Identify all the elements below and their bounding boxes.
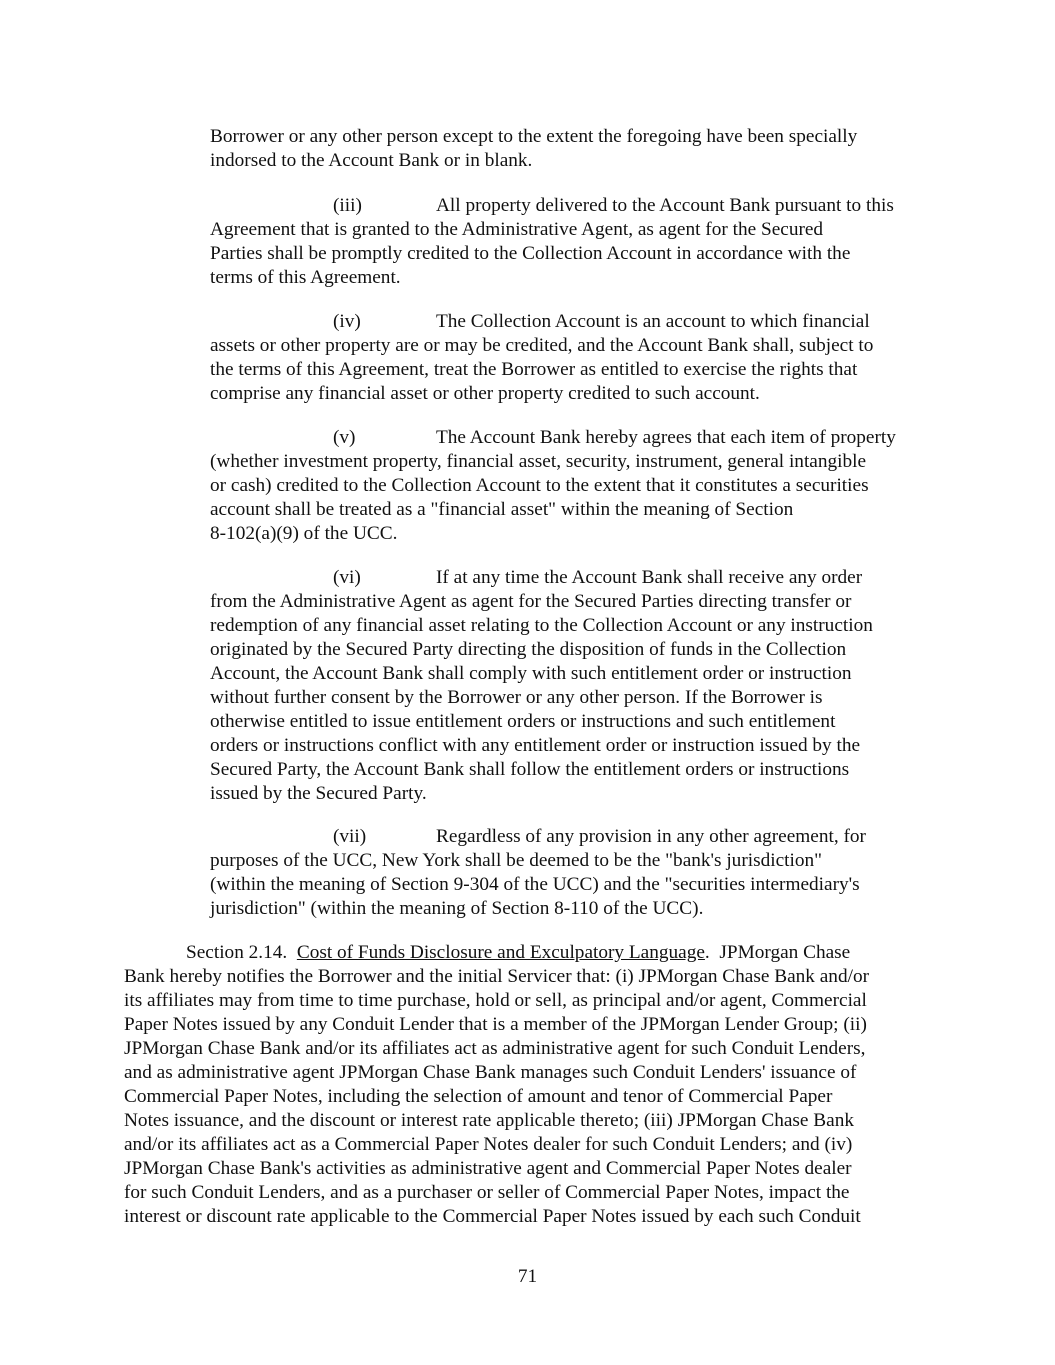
paragraph-line: indorsed to the Account Bank or in blank. xyxy=(210,150,533,171)
clause-v-line: account shall be treated as a "financial asset" within the meaning of Section xyxy=(210,499,794,520)
clause-iii-line: All property delivered to the Account Bank pursuant to this xyxy=(436,195,894,216)
clause-iii-line: Agreement that is granted to the Administrative Agent, as agent for the Secured xyxy=(210,219,824,240)
section-2-14-line: Paper Notes issued by any Conduit Lender that is a member of the JPMorgan Lender Group; (ii) xyxy=(124,1014,867,1035)
section-2-14-line: for such Conduit Lenders, and as a purchaser or seller of Commercial Paper Notes, impact the xyxy=(124,1182,850,1203)
clause-iv-line: assets or other property are or may be credited, and the Account Bank shall, subject to xyxy=(210,335,874,356)
section-2-14-line: Notes issuance, and the discount or interest rate applicable thereto; (iii) JPMorgan Chase Bank xyxy=(124,1110,854,1131)
section-2-14-first-line xyxy=(186,941,850,965)
section-2-14-line: its affiliates may from time to time purchase, hold or sell, as principal and/or agent, Commercial xyxy=(124,990,867,1011)
clause-iv-line: comprise any financial asset or other property credited to such account. xyxy=(210,383,760,404)
clause-iii-line: Parties shall be promptly credited to the Collection Account in accordance with the xyxy=(210,243,851,264)
clause-number-iv: (iv) xyxy=(333,311,361,332)
clause-iv-line: The Collection Account is an account to which financial xyxy=(436,311,870,332)
clause-vii-line: purposes of the UCC, New York shall be deemed to be the "bank's jurisdiction" xyxy=(210,850,823,871)
clause-iii-line: terms of this Agreement. xyxy=(210,267,401,288)
clause-vi-line: from the Administrative Agent as agent for the Secured Parties directing transfer or xyxy=(210,591,852,612)
section-2-14-line: and as administrative agent JPMorgan Chase Bank manages such Conduit Lenders' issuance of xyxy=(124,1062,857,1083)
clause-vi-line: issued by the Secured Party. xyxy=(210,783,427,804)
clause-vii-line: (within the meaning of Section 9-304 of the UCC) and the "securities intermediary's xyxy=(210,874,860,895)
clause-vi-line: orders or instructions conflict with any entitlement order or instruction issued by the xyxy=(210,735,861,756)
section-heading: Cost of Funds Disclosure and Exculpatory Language xyxy=(296,942,705,963)
clause-vi-line: originated by the Secured Party directing the disposition of funds in the Collection xyxy=(210,639,847,660)
clause-number-v: (v) xyxy=(333,427,356,448)
clause-iv-line: the terms of this Agreement, treat the Borrower as entitled to exercise the rights that xyxy=(210,359,858,380)
clause-vi-line: Secured Party, the Account Bank shall follow the entitlement orders or instructions xyxy=(210,759,850,780)
clause-vi-line: redemption of any financial asset relating to the Collection Account or any instruction xyxy=(210,615,873,636)
page-number: 71 xyxy=(517,1266,538,1287)
clause-v-line: or cash) credited to the Collection Account to the extent that it constitutes a securities xyxy=(210,475,869,496)
clause-v-line: 8-102(a)(9) of the UCC. xyxy=(210,523,398,544)
section-2-14-line: and/or its affiliates act as a Commercial Paper Notes dealer for such Conduit Lenders; and (iv) xyxy=(124,1134,853,1155)
clause-vi-line: If at any time the Account Bank shall receive any order xyxy=(436,567,863,588)
paragraph-line: Borrower or any other person except to the extent the foregoing have been specially xyxy=(210,126,858,147)
section-2-14-line: JPMorgan Chase Bank and/or its affiliates act as administrative agent for such Conduit Lenders, xyxy=(124,1038,866,1059)
clause-number-vii: (vii) xyxy=(333,826,367,847)
clause-number-vi: (vi) xyxy=(333,567,361,588)
clause-v-line: (whether investment property, financial asset, security, instrument, general intangible xyxy=(210,451,867,472)
section-first-line-text: JPMorgan Chase xyxy=(719,942,851,963)
clause-vii-line: Regardless of any provision in any other agreement, for xyxy=(436,826,866,847)
clause-vii-line: jurisdiction" (within the meaning of Section 8-110 of the UCC). xyxy=(210,898,704,919)
clause-number-iii: (iii) xyxy=(333,195,362,216)
clause-vi-line: otherwise entitled to issue entitlement orders or instructions and such entitlement xyxy=(210,711,836,732)
section-2-14-line: Commercial Paper Notes, including the selection of amount and tenor of Commercial Paper xyxy=(124,1086,833,1107)
section-label: Section 2.14. xyxy=(186,942,288,963)
section-2-14-line: interest or discount rate applicable to the Commercial Paper Notes issued by each such Conduit xyxy=(124,1206,861,1227)
clause-v-line: The Account Bank hereby agrees that each item of property xyxy=(436,427,896,448)
section-2-14-line: Bank hereby notifies the Borrower and the initial Servicer that: (i) JPMorgan Chase Bank and/or xyxy=(124,966,870,987)
clause-vi-line: without further consent by the Borrower or any other person. If the Borrower is xyxy=(210,687,823,708)
section-heading-period: . xyxy=(704,942,710,963)
clause-vi-line: Account, the Account Bank shall comply with such entitlement order or instruction xyxy=(210,663,852,684)
section-2-14-line: JPMorgan Chase Bank's activities as administrative agent and Commercial Paper Notes dealer xyxy=(124,1158,852,1179)
